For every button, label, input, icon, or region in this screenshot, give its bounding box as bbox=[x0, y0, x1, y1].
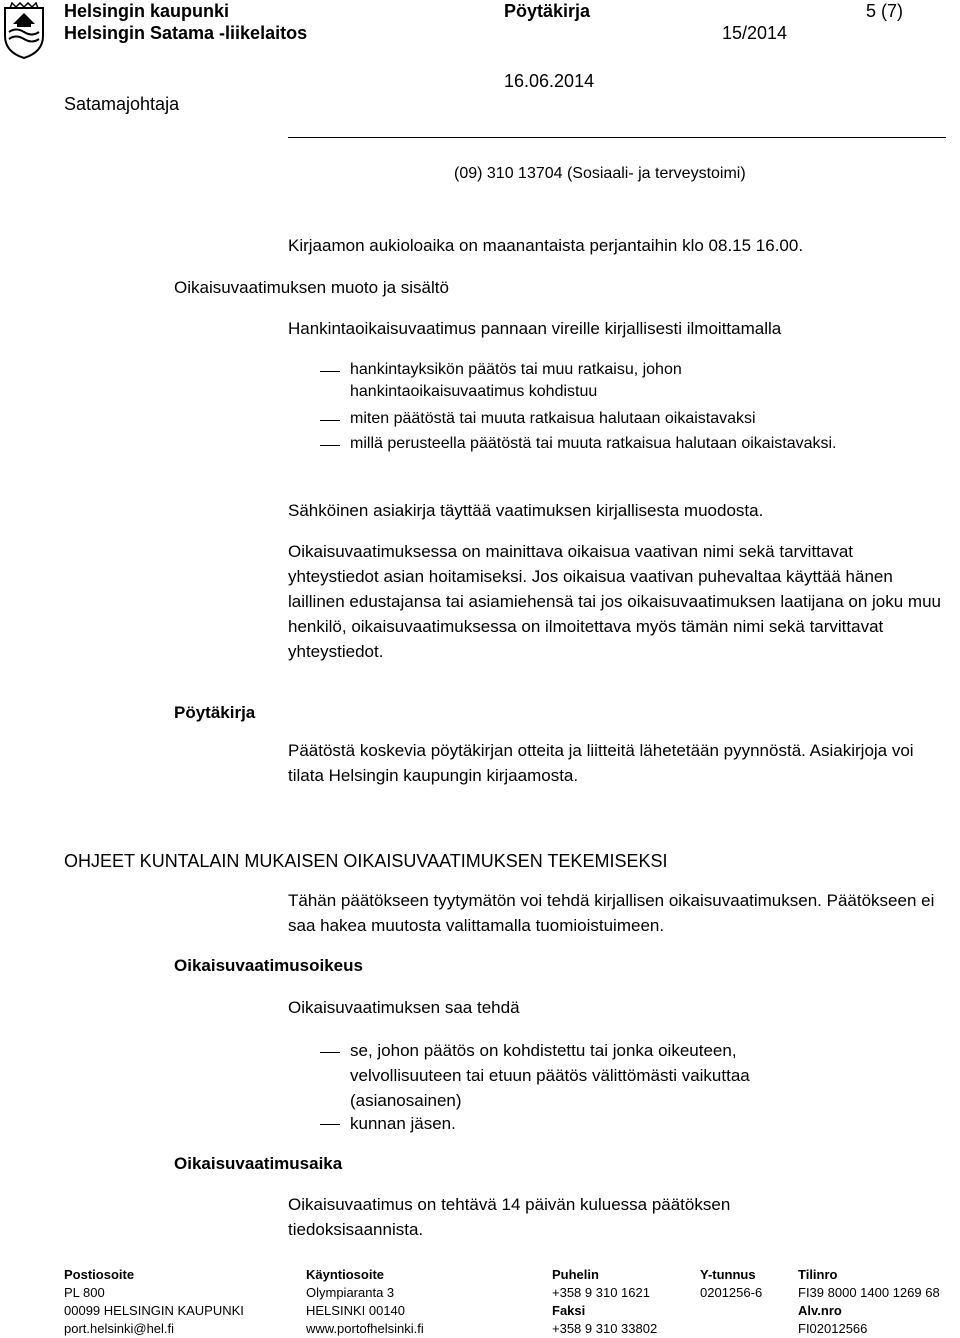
footer-value: 00099 HELSINGIN KAUPUNKI bbox=[64, 1303, 244, 1318]
org-unit: Helsingin Satama -liikelaitos bbox=[64, 23, 308, 43]
footer-value: +358 9 310 1621 bbox=[552, 1285, 650, 1300]
helsinki-crest-icon bbox=[3, 2, 45, 60]
section-lead: Hankintaoikaisuvaatimus pannaan vireille kirjallisesti ilmoittamalla bbox=[288, 319, 782, 338]
meeting-date: 16.06.2014 bbox=[504, 71, 595, 91]
doc-number: 15/2014 bbox=[722, 23, 788, 43]
footer-value: Olympiaranta 3 bbox=[306, 1285, 395, 1300]
section-heading-time: Oikaisuvaatimusaika bbox=[174, 1154, 343, 1173]
footer-value: 0201256-6 bbox=[700, 1285, 763, 1300]
footer-value: FI02012566 bbox=[798, 1321, 868, 1336]
list-item: miten päätöstä tai muuta ratkaisua halutaan oikaistavaksi bbox=[350, 410, 756, 427]
contact-phone: (09) 310 13704 (Sosiaali- ja terveystoimi) bbox=[454, 165, 746, 182]
footer-account bbox=[798, 1266, 940, 1338]
footer-label: Käyntiosoite bbox=[306, 1267, 385, 1282]
footer-label: Alv.nro bbox=[798, 1303, 842, 1318]
section-heading-right: Oikaisuvaatimusoikeus bbox=[174, 956, 363, 975]
footer-value: PL 800 bbox=[64, 1285, 105, 1300]
footer-value: +358 9 310 33802 bbox=[552, 1321, 658, 1336]
footer-phone bbox=[552, 1266, 657, 1338]
footer-label: Faksi bbox=[552, 1303, 586, 1318]
right-lead: Oikaisuvaatimuksen saa tehdä bbox=[288, 998, 520, 1017]
minutes-paragraph: Päätöstä koskevia pöytäkirjan otteita ja liitteitä lähetetään pyynnöstä. Asiakirjoja voi tilata Helsingin kaupungin kirjaamosta. bbox=[288, 741, 914, 785]
time-paragraph: Oikaisuvaatimus on tehtävä 14 päivän kuluessa päätöksen tiedoksisaannista. bbox=[288, 1195, 731, 1239]
list-item: kunnan jäsen. bbox=[350, 1114, 456, 1133]
footer-label: Puhelin bbox=[552, 1267, 599, 1282]
footer-label: Tilinro bbox=[798, 1267, 838, 1282]
electronic-note: Sähköinen asiakirja täyttää vaatimuksen kirjallisesta muodosta. bbox=[288, 501, 764, 520]
doc-type: Pöytäkirja bbox=[504, 1, 591, 21]
role: Satamajohtaja bbox=[64, 94, 180, 114]
list-item: se, johon päätös on kohdistettu tai jonka oikeuteen, velvollisuuteen tai etuun päätös välittömästi vaikuttaa (asianosainen) bbox=[350, 1041, 750, 1110]
bullet-dash bbox=[320, 420, 340, 421]
list-item: millä perusteella päätöstä tai muuta ratkaisua halutaan oikaistavaksi. bbox=[350, 435, 837, 452]
bullet-dash bbox=[320, 1052, 340, 1053]
header-divider bbox=[288, 137, 946, 138]
bullet-dash bbox=[320, 445, 340, 446]
bullet-dash bbox=[320, 371, 340, 372]
office-hours: Kirjaamon aukioloaika on maanantaista perjantaihin klo 08.15 16.00. bbox=[288, 236, 804, 255]
page-number: 5 (7) bbox=[866, 1, 904, 21]
bullet-dash bbox=[320, 1124, 340, 1125]
footer-label: Y-tunnus bbox=[700, 1267, 756, 1282]
section-heading-form: Oikaisuvaatimuksen muoto ja sisältö bbox=[174, 278, 449, 297]
footer-postal bbox=[64, 1266, 244, 1338]
instructions-intro: Tähän päätökseen tyytymätön voi tehdä kirjallisen oikaisuvaatimuksen. Päätökseen ei saa hakea muutosta valittamalla tuomioistuimeen. bbox=[288, 891, 935, 935]
footer-value: HELSINKI 00140 bbox=[306, 1303, 406, 1318]
instructions-title: OHJEET KUNTALAIN MUKAISEN OIKAISUVAATIMUKSEN TEKEMISEKSI bbox=[64, 851, 668, 871]
requirements-paragraph: Oikaisuvaatimuksessa on mainittava oikaisua vaativan nimi sekä tarvittavat yhteystiedot asian hoitamiseksi. Jos oikaisua vaativan puhevaltaa käyttää hänen laillinen edustajansa tai asiamiehensä tai jos oikaisuvaatimuksen laatijana on joku muu henkilö, oikaisuvaatimuksessa on ilmoitettava myös tämän nimi sekä tarvittavat yhteystiedot. bbox=[288, 542, 941, 661]
org-name: Helsingin kaupunki bbox=[64, 1, 230, 21]
footer-email: port.helsinki@hel.fi bbox=[64, 1321, 175, 1336]
footer-value: FI39 8000 1400 1269 68 bbox=[798, 1285, 940, 1300]
footer-visit bbox=[306, 1266, 424, 1338]
footer-label: Postiosoite bbox=[64, 1267, 135, 1282]
footer-website: www.portofhelsinki.fi bbox=[306, 1321, 424, 1336]
section-heading-minutes: Pöytäkirja bbox=[174, 703, 256, 722]
list-item: hankintayksikön päätös tai muu ratkaisu, johon hankintaoikaisuvaatimus kohdistuu bbox=[350, 361, 682, 400]
footer-business-id bbox=[700, 1266, 762, 1302]
